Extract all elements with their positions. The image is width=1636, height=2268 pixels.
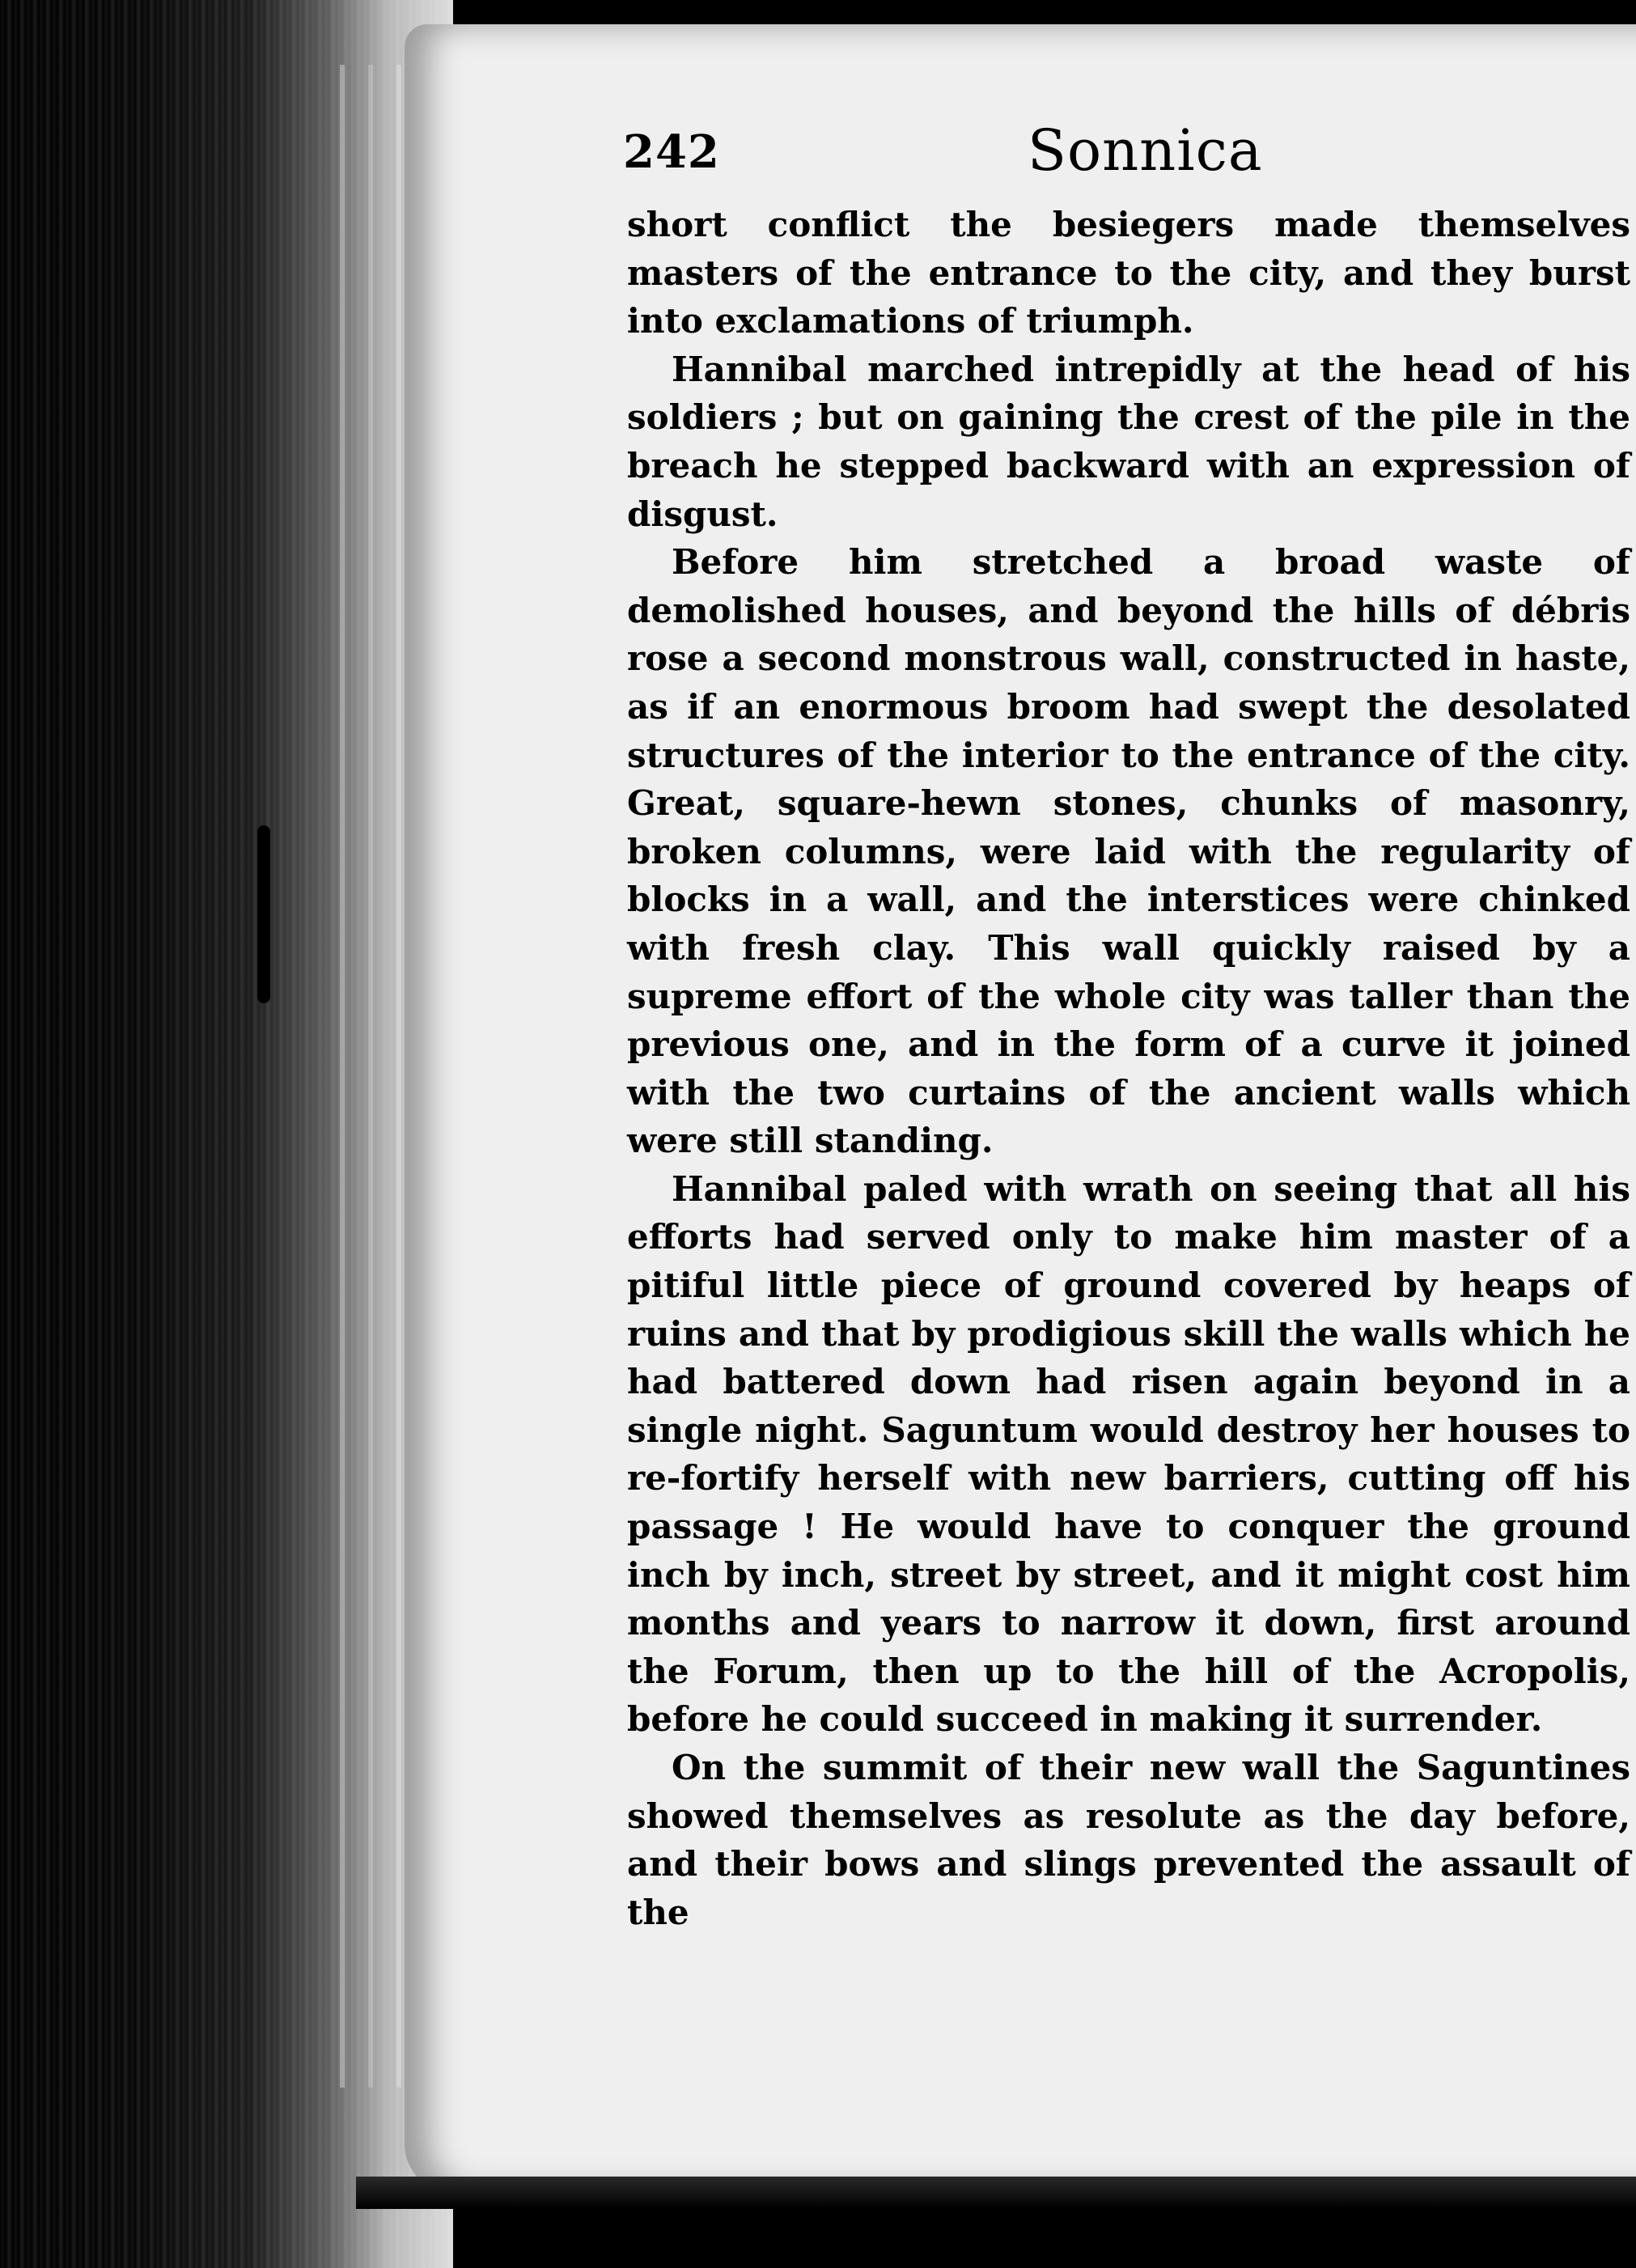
gutter-streak: [368, 65, 373, 2088]
running-title: Sonnica: [1028, 117, 1263, 184]
paragraph: short conflict the besiegers made themselves masters of the entrance to the city, and they burst into exclamations of triumph.: [627, 205, 1630, 341]
gutter-streak: [396, 65, 401, 2088]
book-gutter: [0, 0, 453, 2268]
paragraph: On the summit of their new wall the Saguntines showed themselves as resolute as the day before, and their bows and slings prevented the assault of the: [627, 1748, 1630, 1932]
page-header: [623, 117, 1634, 190]
gutter-ink-mark: [257, 825, 270, 1003]
paragraph: Hannibal marched intrepidly at the head of his soldiers ; but on gaining the crest of the pile in the breach he stepped backward with an expression of disgust.: [627, 349, 1630, 534]
body-text: [627, 201, 1630, 1936]
gutter-streak: [340, 65, 345, 2088]
page-bottom-edge: [356, 2177, 1636, 2209]
paragraph: Hannibal paled with wrath on seeing that all his efforts had served only to make him master of a pitiful little piece of ground covered by heaps of ruins and that by prodigious skill the walls which he had battered down had risen again beyond in a single night. Saguntum would destroy her houses to re-fortify herself with new barriers, cutting off his passage ! He would have to conquer the ground inch by inch, street by street, and it might cost him months and years to narrow it down, first around the Forum, then up to the hill of the Acropolis, before he could succeed in making it surrender.: [627, 1168, 1630, 1740]
paragraph: Before him stretched a broad waste of demolished houses, and beyond the hills of débris rose a second monstrous wall, constructed in haste, as if an enormous broom had swept the desolated structures of the interior to the entrance of the city. Great, square-hewn stones, chunks of masonry, broken columns, were laid with the regularity of blocks in a wall, and the interstices were chinked with fresh clay. This wall quickly raised by a supreme effort of the whole city was taller than the previous one, and in the form of a curve it joined with the two curtains of the ancient walls which were still standing.: [627, 542, 1630, 1161]
page-number: 242: [623, 125, 720, 179]
